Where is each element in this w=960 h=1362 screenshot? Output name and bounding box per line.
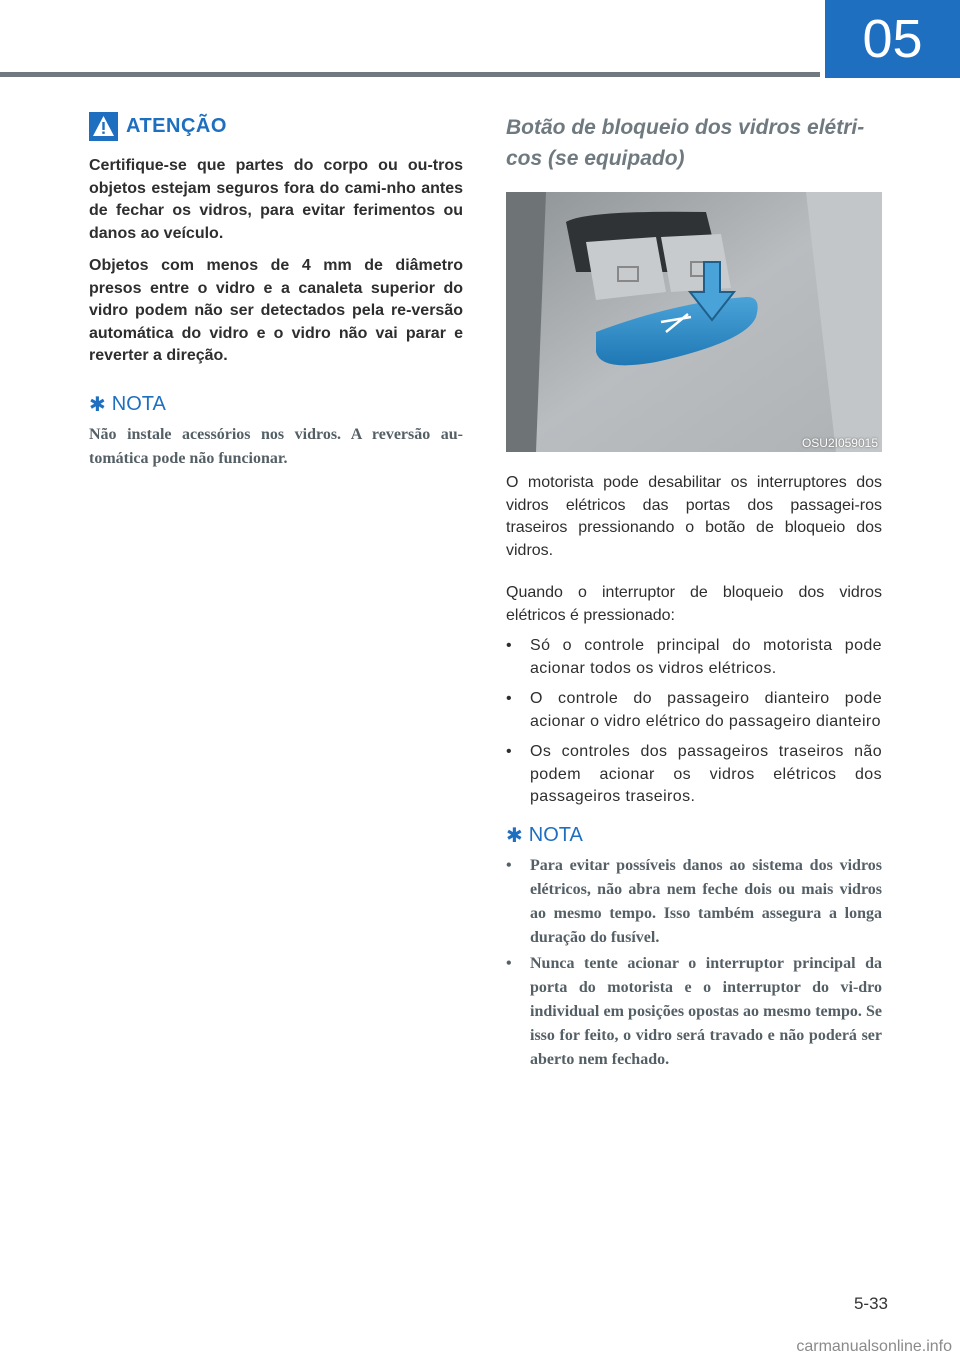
warning-paragraph: Objetos com menos de 4 mm de diâmetro presos entre o vidro e a canaleta superior do vidro podem não ser detectados pela re-versão automática do vidro e o vidro não vai parar e reverter a direção. <box>89 257 463 364</box>
note-bullet-list <box>506 854 882 1072</box>
bullet-dot: • <box>506 856 512 874</box>
note-list-item <box>506 854 882 950</box>
note-heading <box>506 823 882 848</box>
list-item-text: O controle do passageiro dianteiro pode acionar o vidro elétrico do passageiro dianteiro <box>530 690 882 730</box>
bullet-dot: • <box>506 690 513 707</box>
list-item <box>506 741 882 809</box>
list-item-text: Só o controle principal do motorista pode acionar todos os vidros elétricos. <box>530 637 882 677</box>
chapter-number: 05 <box>862 9 923 69</box>
body-paragraph: Quando o interruptor de bloqueio dos vidros elétricos é pressionado: <box>506 584 882 624</box>
bullet-dot: • <box>506 637 513 654</box>
warning-title: ATENÇÃO <box>126 115 227 137</box>
note-list-item <box>506 952 882 1072</box>
bullet-list <box>506 635 882 809</box>
section-title: Botão de bloqueio dos vidros elétri-cos (se equipado) <box>506 116 865 170</box>
window-lock-switch-illustration <box>506 192 882 452</box>
window-lock-switch-photo <box>506 192 882 452</box>
note-title: NOTA <box>111 392 166 415</box>
image-caption: OSU2I059015 <box>801 436 878 450</box>
list-item-text: Os controles dos passageiros traseiros não podem acionar os vidros elétricos dos passageiros traseiros. <box>530 743 882 805</box>
note-title: NOTA <box>528 823 583 846</box>
body-paragraph: O motorista pode desabilitar os interruptores dos vidros elétricos das portas dos passagei-ros traseiros pressionando o botão de bloqueio dos vidros. <box>506 474 882 559</box>
warning-heading <box>89 112 463 141</box>
header-rule <box>0 72 820 77</box>
warning-triangle-icon <box>89 112 118 141</box>
right-column <box>506 112 882 1074</box>
note-star-icon: ✱ <box>89 393 106 416</box>
bullet-dot: • <box>506 954 512 972</box>
note-heading <box>89 392 463 417</box>
chapter-tab <box>825 0 960 78</box>
note-list-item-text: Nunca tente acionar o interruptor principal da porta do motorista e o interruptor do vi-dro individual em posições opostas ao mesmo tempo. Se isso for feito, o vidro será travado e não poderá ser aberto nem fechado. <box>530 954 882 1068</box>
list-item <box>506 688 882 733</box>
bullet-dot: • <box>506 743 513 760</box>
page-number: 5-33 <box>853 1294 888 1313</box>
note-text: Não instale acessórios nos vidros. A reversão au-tomática pode não funcionar. <box>89 425 463 467</box>
note-list-item-text: Para evitar possíveis danos ao sistema dos vidros elétricos, não abra nem feche dois ou mais vidros ao mesmo tempo. Isso também assegura a longa duração do fusível. <box>530 856 882 946</box>
left-column <box>89 112 463 471</box>
watermark: carmanualsonline.info <box>796 1338 952 1355</box>
note-star-icon: ✱ <box>506 824 523 847</box>
list-item <box>506 635 882 680</box>
warning-paragraph: Certifique-se que partes do corpo ou ou-tros objetos estejam seguros fora do cami-nho antes de fechar os vidros, para evitar ferimentos ou danos ao veículo. <box>89 157 463 242</box>
